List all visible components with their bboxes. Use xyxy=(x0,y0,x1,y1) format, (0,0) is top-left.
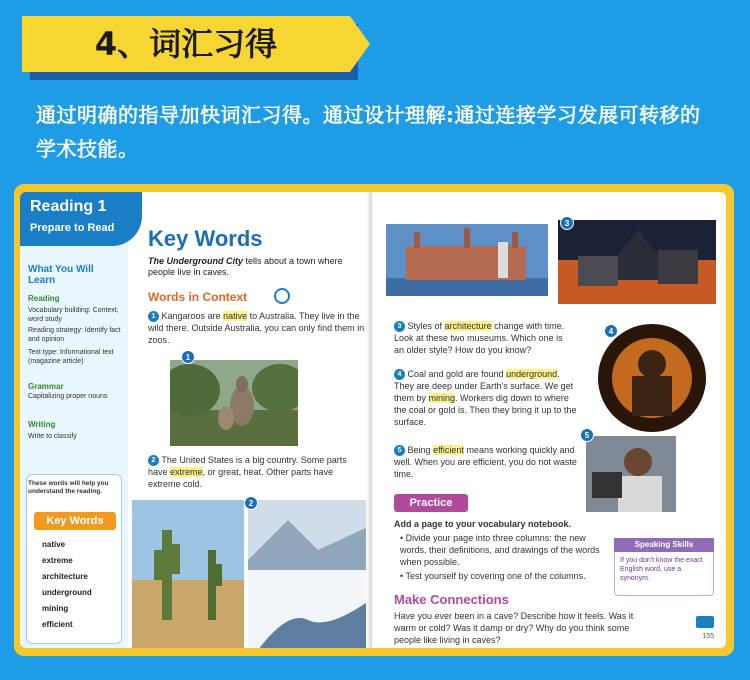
item-number: 1 xyxy=(148,311,159,322)
lead-text xyxy=(148,256,362,278)
writing-label: Writing xyxy=(28,420,56,429)
lead-rest: tells about a town where people live in caves. xyxy=(148,256,343,277)
item-number: 4 xyxy=(394,369,405,380)
connections-text: Have you ever been in a cave? Describe how it feels. Was it warm or cold? Was it damp or dry? Why do you think some people like living in caves? xyxy=(394,611,634,645)
item-number: 5 xyxy=(394,445,405,456)
audio-icon[interactable] xyxy=(274,288,290,304)
modern-museum-illustration xyxy=(558,220,716,304)
practice-item-text: Divide your page into three columns: the new words, their definitions, and drawings of the words when possible. xyxy=(400,533,600,567)
intro-text: 通过明确的指导加快词汇习得。通过设计理解:通过连接学习发展可转移的学术技能。 xyxy=(36,103,701,161)
student-computer-photo xyxy=(586,436,676,512)
item-text: Styles of xyxy=(407,321,443,331)
section-banner xyxy=(22,16,358,80)
context-item-3 xyxy=(394,320,574,356)
desert-photo xyxy=(132,500,244,648)
reading-tab xyxy=(20,192,142,246)
highlighted-word: native xyxy=(223,311,248,321)
item-number: 3 xyxy=(394,321,405,332)
highlighted-word: extreme xyxy=(170,467,203,478)
practice-intro: Add a page to your vocabulary notebook. xyxy=(394,519,572,529)
practice-item-text: Test yourself by covering one of the columns. xyxy=(405,571,586,581)
item-text: Coal and gold are found xyxy=(407,369,504,379)
key-words-note: These words will help you understand the reading. xyxy=(28,480,109,495)
reading-label: Reading xyxy=(28,294,60,303)
reading-item-3: Text type: Informational text (magazine article) xyxy=(28,349,114,365)
practice-item-1: • Divide your page into three columns: the new words, their definitions, and drawings of the words when possible. xyxy=(400,533,600,567)
key-word-item: architecture xyxy=(42,572,88,581)
item-text: , or great, heat. Other parts have extreme cold. xyxy=(148,467,334,490)
highlighted-word: underground xyxy=(506,369,558,379)
miner-photo xyxy=(598,324,706,432)
highlighted-word: efficient xyxy=(433,445,464,455)
lead-italic: The Underground City xyxy=(148,256,243,266)
key-word-item: efficient xyxy=(42,620,73,629)
item-text: . They are deep under Earth's surface. We get them by xyxy=(394,369,574,404)
book-icon xyxy=(696,616,714,628)
practice-label: Practice xyxy=(394,494,468,512)
tab-title: Reading 1 xyxy=(30,198,107,215)
key-word-item: native xyxy=(42,540,66,549)
ellis-island-photo xyxy=(386,224,548,296)
miner-illustration xyxy=(598,324,706,432)
reading-item-1: Vocabulary building: Context, word study xyxy=(28,307,119,323)
kangaroo-illustration xyxy=(170,360,298,446)
photo-marker: 3 xyxy=(560,216,574,230)
learn-heading: What You Will Learn xyxy=(28,264,94,286)
grammar-text: Capitalizing proper nouns xyxy=(28,393,108,400)
item-number: 2 xyxy=(148,455,159,466)
practice-item-2: • Test yourself by covering one of the columns. xyxy=(400,571,586,581)
item-text: . Workers dig down to where the coal or gold is. Then they bring it up to the surface. xyxy=(394,393,577,428)
context-item-1 xyxy=(148,310,366,346)
speaking-skills-title: Speaking Skills xyxy=(614,538,714,552)
highlighted-word: mining xyxy=(428,393,456,404)
grammar-label: Grammar xyxy=(28,382,64,391)
modern-museum-photo xyxy=(558,220,716,304)
context-item-2 xyxy=(148,454,366,490)
context-item-4 xyxy=(394,368,578,428)
item-text: Being xyxy=(407,445,431,455)
key-words-title: Key Words xyxy=(34,512,116,530)
key-word-item: mining xyxy=(42,604,69,613)
right-page xyxy=(372,192,726,648)
museum-illustration xyxy=(386,224,548,296)
kangaroo-photo xyxy=(170,360,298,446)
section-title: 4、词汇习得 xyxy=(94,25,278,63)
banner-arrow xyxy=(350,16,370,72)
item-text: change with time. Look at these two museums. Which one is an older style? How do you know? xyxy=(394,321,565,356)
item-text: means working quickly and well. When you are efficient, you do not waste time. xyxy=(394,445,577,480)
context-item-5 xyxy=(394,444,578,480)
photo-marker: 1 xyxy=(181,350,195,364)
snow-photo xyxy=(248,500,370,648)
tab-subtitle: Prepare to Read xyxy=(30,222,115,234)
snow-illustration xyxy=(248,500,370,648)
item-text: Kangaroos are xyxy=(161,311,221,321)
item-text: to Australia. They live in the wild there. Outside Australia, you can only find them in zoos. xyxy=(148,311,365,346)
make-connections-heading: Make Connections xyxy=(394,592,509,607)
photo-marker: 5 xyxy=(580,428,594,442)
student-illustration xyxy=(586,436,676,512)
key-word-item: extreme xyxy=(42,556,73,565)
left-page xyxy=(20,192,372,648)
textbook-spread xyxy=(14,184,734,656)
key-words-heading: Key Words xyxy=(148,226,263,251)
cactus-illustration xyxy=(132,500,244,648)
item-text: The United States is a big country. Some parts have xyxy=(148,455,347,478)
key-word-item: underground xyxy=(42,588,92,597)
writing-text: Write to classify xyxy=(28,433,77,440)
reading-item-2: Reading strategy: Identify fact and opinion xyxy=(28,327,121,343)
page-number: 155 xyxy=(702,633,714,640)
photo-marker: 4 xyxy=(604,324,618,338)
key-words-box xyxy=(26,474,122,644)
highlighted-word: architecture xyxy=(444,321,492,331)
speaking-skills-text: If you don't know the exact English word, use a synonym. xyxy=(620,557,703,582)
words-in-context-heading: Words in Context xyxy=(148,290,248,304)
photo-marker: 2 xyxy=(244,496,258,510)
